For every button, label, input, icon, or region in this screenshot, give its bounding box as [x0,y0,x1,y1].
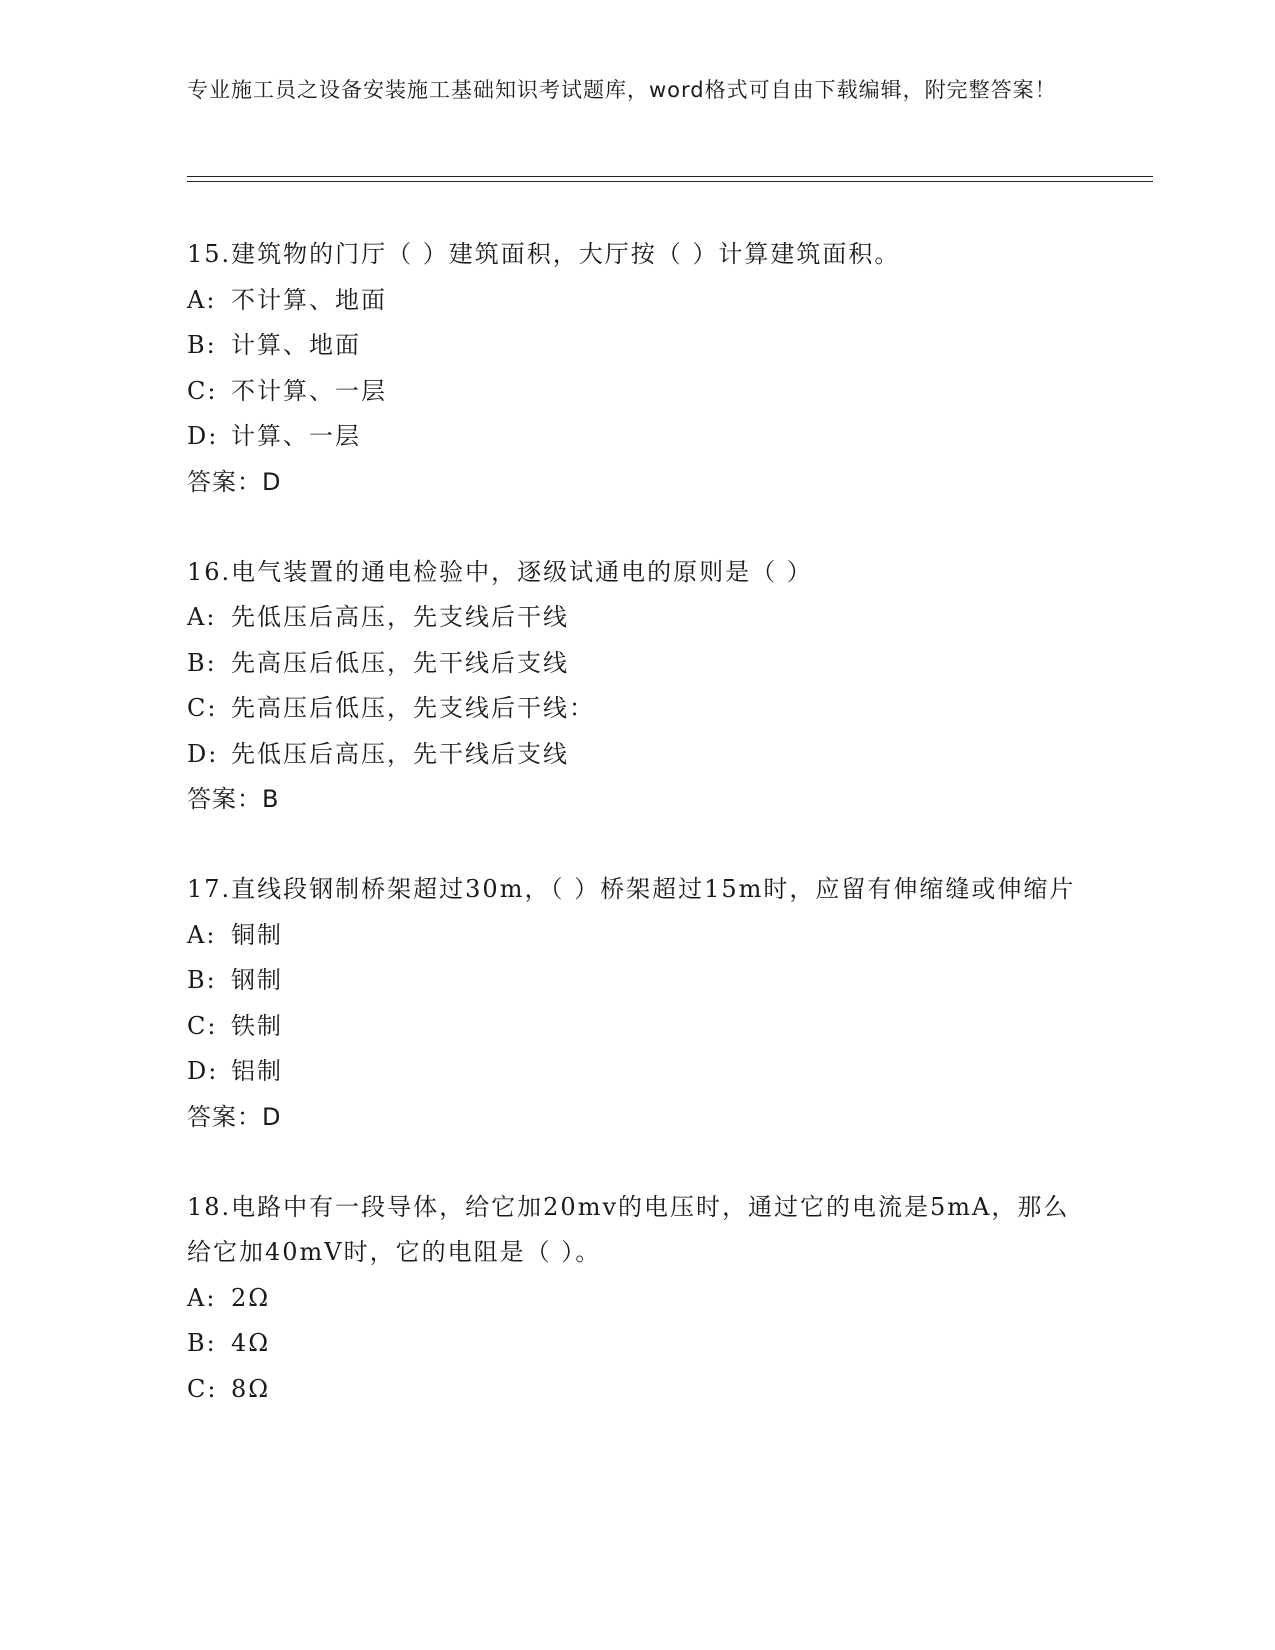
question-stem: 16.电气装置的通电检验中，逐级试通电的原则是（ ） [187,557,813,586]
option-d [187,732,1087,778]
option-a [187,1276,1087,1322]
option-c [187,1367,1087,1413]
question-list [187,232,1087,1457]
option-text: 先低压后高压，先干线后支线 [231,739,569,768]
question-18 [187,1185,1087,1413]
option-c [187,369,1087,415]
option-letter: D: [187,739,219,768]
option-letter: A: [187,285,217,314]
option-text: 不计算、地面 [231,285,387,314]
option-text: 铜制 [231,920,283,949]
option-d [187,414,1087,460]
option-text: 先低压后高压，先支线后干线 [231,603,569,631]
option-letter: A: [187,1283,217,1312]
option-letter: B: [187,966,217,994]
option-text: 先高压后低压，先支线后干线： [231,694,595,722]
option-text: 铁制 [231,1011,283,1040]
document-header: 专业施工员之设备安装施工基础知识考试题库，word格式可自由下载编辑，附完整答案！ [187,78,1057,102]
answer-line: 答案：D [187,467,282,496]
option-letter: B: [187,648,217,677]
option-b [187,641,1087,687]
header-divider-top [187,176,1153,177]
option-c [187,1004,1087,1050]
option-letter: B: [187,331,217,359]
question-stem: 17.直线段钢制桥架超过30m，（ ）桥架超过15m时，应留有伸缩缝或伸缩片 [187,875,1076,903]
header-divider-bottom [187,181,1153,182]
option-text: 不计算、一层 [231,376,387,405]
option-c [187,686,1087,732]
question-17 [187,867,1087,1140]
option-a [187,913,1087,959]
question-16 [187,550,1087,823]
option-text: 计算、地面 [231,331,361,359]
question-stem: 15.建筑物的门厅（ ）建筑面积，大厅按（ ）计算建筑面积。 [187,240,901,268]
option-letter: D: [187,1057,219,1085]
answer-line: 答案：D [187,1102,282,1131]
option-text: 计算、一层 [231,422,361,450]
option-text: 铝制 [231,1057,283,1085]
option-letter: B: [187,1329,217,1357]
option-letter: A: [187,603,217,631]
option-d [187,1049,1087,1095]
option-letter: C: [187,1011,218,1040]
option-b [187,323,1087,369]
question-stem: 18.电路中有一段导体，给它加20mv的电压时，通过它的电流是5mA，那么给它加40mV时，它的电阻是（ ）。 [187,1192,1070,1266]
option-a [187,595,1087,641]
option-b [187,958,1087,1004]
question-15 [187,232,1087,505]
option-a [187,278,1087,324]
answer-line: 答案：B [187,785,280,813]
option-text: 2Ω [231,1283,271,1312]
option-text: 4Ω [231,1329,271,1357]
option-letter: C: [187,376,218,405]
option-letter: A: [187,920,217,949]
option-b [187,1321,1087,1367]
option-text: 8Ω [231,1374,271,1403]
option-text: 钢制 [231,966,283,994]
option-letter: C: [187,694,218,722]
option-letter: C: [187,1374,218,1403]
option-letter: D: [187,422,219,450]
option-text: 先高压后低压，先干线后支线 [231,648,569,677]
